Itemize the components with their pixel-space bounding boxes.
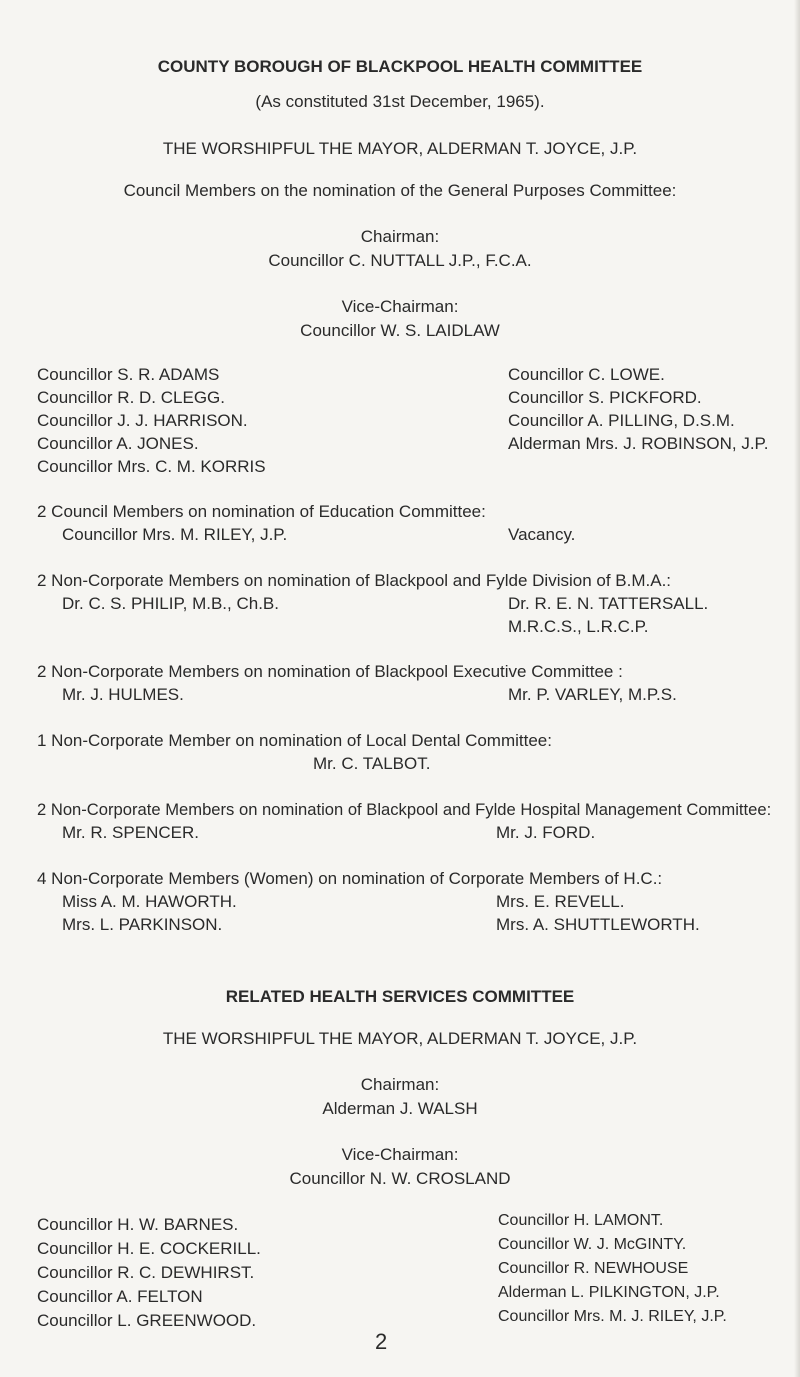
member-left: Councillor J. J. HARRISON.: [37, 411, 248, 430]
women-member: Mrs. E. REVELL.: [496, 892, 625, 911]
constituted-date: (As constituted 31st December, 1965).: [255, 92, 545, 111]
bma-heading: 2 Non-Corporate Members on nomination of Blackpool and Fylde Division of B.M.A.:: [37, 571, 672, 590]
member-right: Councillor S. PICKFORD.: [508, 388, 702, 407]
member-right: Councillor A. PILLING, D.S.M.: [508, 411, 735, 430]
executive-member: Mr. J. HULMES.: [62, 685, 184, 704]
education-member: Vacancy.: [508, 525, 576, 544]
related-member-right: Alderman L. PILKINGTON, J.P.: [498, 1284, 720, 1301]
bma-member: Dr. C. S. PHILIP, M.B., Ch.B.: [62, 594, 279, 613]
mayor-line: THE WORSHIPFUL THE MAYOR, ALDERMAN T. JOYCE, J.P.: [162, 139, 638, 158]
women-member: Mrs. A. SHUTTLEWORTH.: [496, 915, 700, 934]
page-number: 2: [375, 1329, 388, 1354]
women-member: Miss A. M. HAWORTH.: [62, 892, 237, 911]
vice-chairman-name: Councillor W. S. LAIDLAW: [300, 321, 500, 340]
related-member-left: Councillor H. E. COCKERILL.: [37, 1239, 261, 1258]
chairman-name: Councillor C. NUTTALL J.P., F.C.A.: [268, 251, 532, 270]
women-heading: 4 Non-Corporate Members (Women) on nomination of Corporate Members of H.C.:: [37, 869, 663, 888]
member-left: Councillor A. JONES.: [37, 434, 199, 453]
executive-heading: 2 Non-Corporate Members on nomination of Blackpool Executive Committee :: [37, 662, 623, 681]
member-right: Councillor C. LOWE.: [508, 365, 665, 384]
related-member-right: Councillor H. LAMONT.: [498, 1212, 664, 1229]
related-member-right: Councillor W. J. McGINTY.: [498, 1236, 687, 1253]
related-chairman-label: Chairman:: [360, 1075, 440, 1094]
related-committee-title: RELATED HEALTH SERVICES COMMITTEE: [225, 987, 575, 1006]
related-member-right: Councillor R. NEWHOUSE: [498, 1260, 689, 1277]
related-member-left: Councillor H. W. BARNES.: [37, 1215, 239, 1234]
nomination-note: Council Members on the nomination of the General Purposes Committee:: [123, 181, 677, 200]
executive-member: Mr. P. VARLEY, M.P.S.: [508, 685, 677, 704]
member-left: Councillor S. R. ADAMS: [37, 365, 220, 384]
related-vice-chairman-label: Vice-Chairman:: [341, 1145, 459, 1164]
dental-heading: 1 Non-Corporate Member on nomination of Local Dental Committee:: [37, 731, 552, 750]
related-mayor-line: THE WORSHIPFUL THE MAYOR, ALDERMAN T. JOYCE, J.P.: [162, 1029, 638, 1048]
education-heading: 2 Council Members on nomination of Education Committee:: [37, 502, 486, 521]
bma-member: Dr. R. E. N. TATTERSALL.: [508, 594, 709, 613]
committee-title: COUNTY BOROUGH OF BLACKPOOL HEALTH COMMITTEE: [157, 57, 643, 76]
related-member-right: Councillor Mrs. M. J. RILEY, J.P.: [498, 1308, 727, 1325]
member-left: Councillor Mrs. C. M. KORRIS: [37, 457, 266, 476]
hospital-heading: 2 Non-Corporate Members on nomination of Blackpool and Fylde Hospital Management Committee:: [37, 800, 772, 819]
vice-chairman-label: Vice-Chairman:: [341, 297, 459, 316]
related-member-left: Councillor R. C. DEWHIRST.: [37, 1263, 255, 1282]
related-vice-chairman-name: Councillor N. W. CROSLAND: [289, 1169, 511, 1188]
hospital-member: Mr. R. SPENCER.: [62, 823, 199, 842]
member-right: Alderman Mrs. J. ROBINSON, J.P.: [508, 434, 769, 453]
related-member-left: Councillor A. FELTON: [37, 1287, 203, 1306]
related-chairman-name: Alderman J. WALSH: [322, 1099, 478, 1118]
education-member: Councillor Mrs. M. RILEY, J.P.: [62, 525, 288, 544]
dental-member: Mr. C. TALBOT.: [313, 754, 431, 773]
women-member: Mrs. L. PARKINSON.: [62, 915, 223, 934]
bma-member-qualifications: M.R.C.S., L.R.C.P.: [508, 617, 649, 636]
hospital-member: Mr. J. FORD.: [496, 823, 596, 842]
related-member-left: Councillor L. GREENWOOD.: [37, 1311, 257, 1330]
chairman-label: Chairman:: [360, 227, 440, 246]
member-left: Councillor R. D. CLEGG.: [37, 388, 225, 407]
